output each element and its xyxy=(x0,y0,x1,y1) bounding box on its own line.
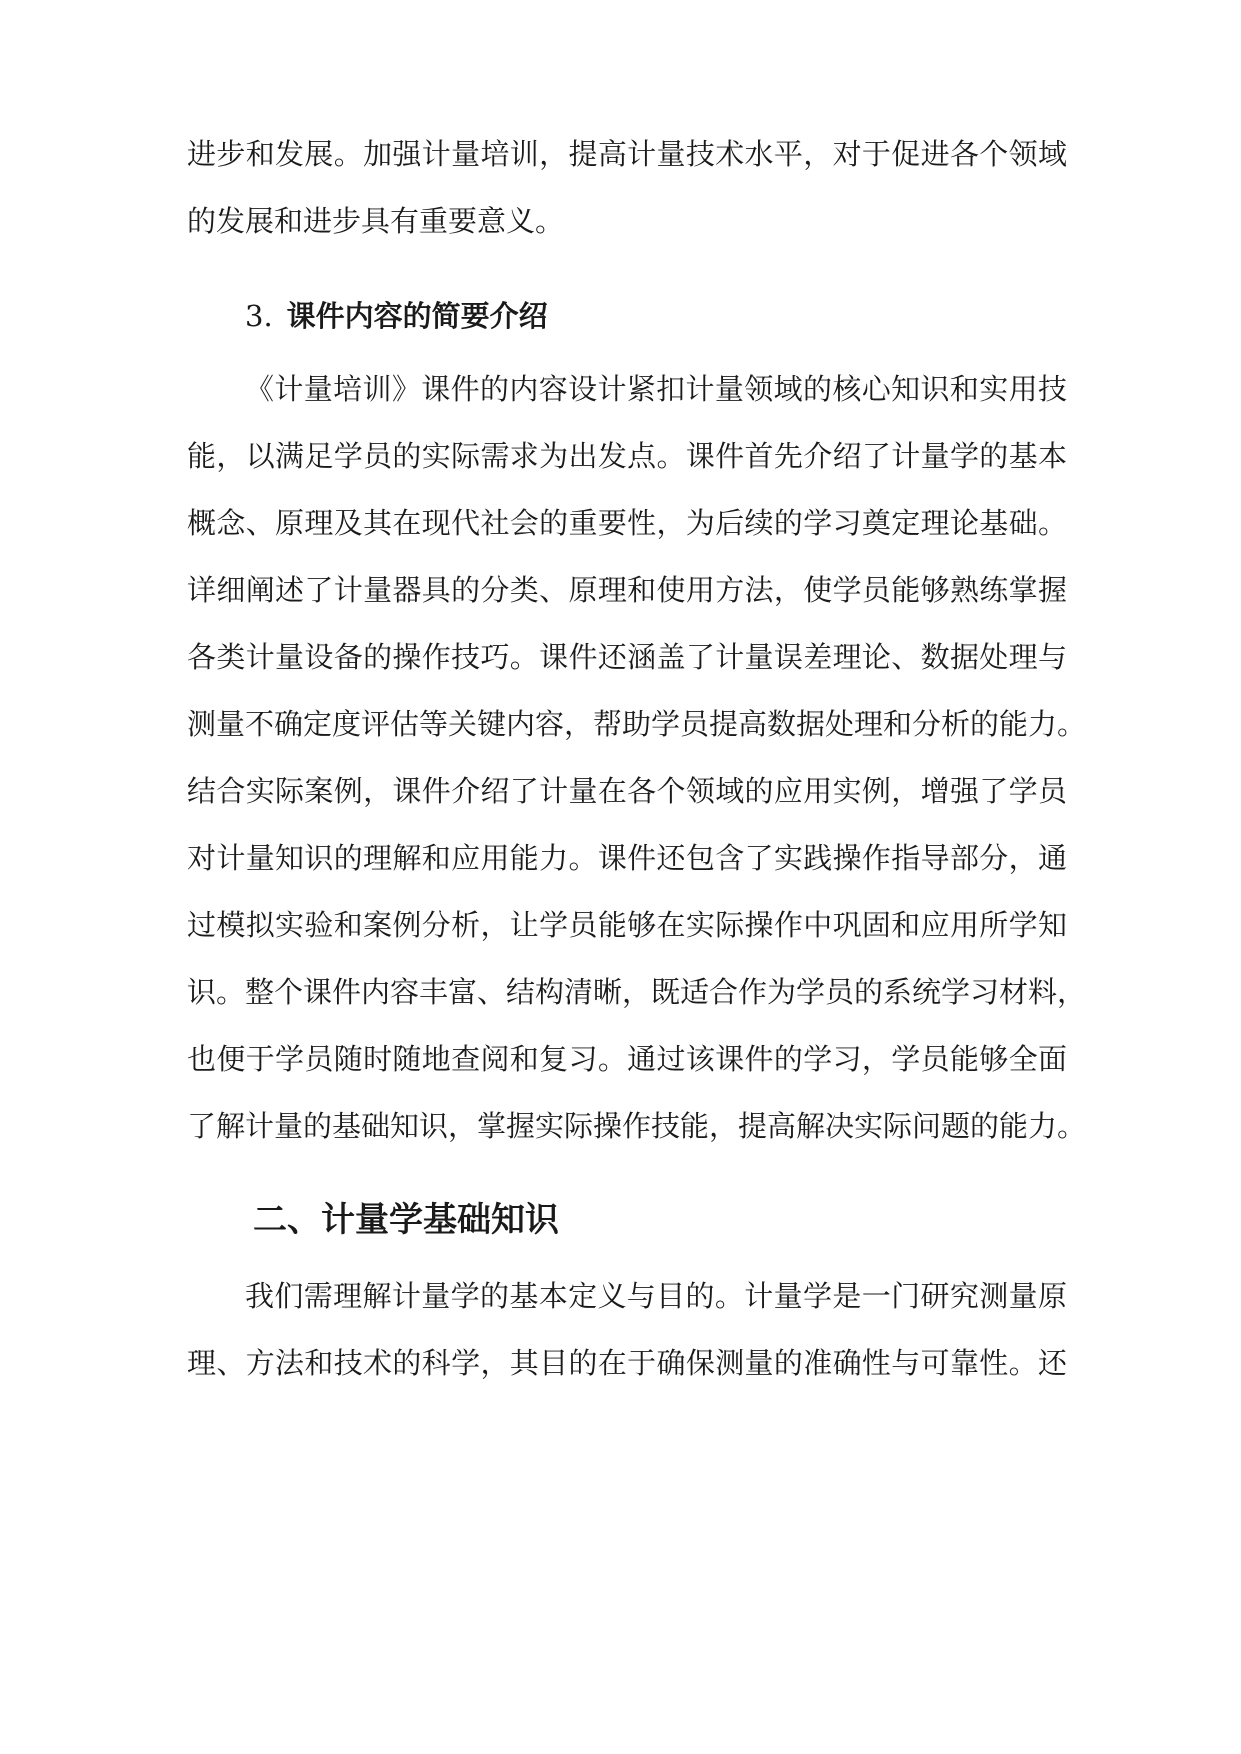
section-3-line-12: 了解计量的基础知识，掌握实际操作技能，提高解决实际问题的能力。 xyxy=(187,1109,1087,1143)
intro-line-1: 进步和发展。加强计量培训，提高计量技术水平，对于促进各个领域 xyxy=(187,137,1067,171)
section-3-line-5: 各类计量设备的操作技巧。课件还涵盖了计量误差理论、数据处理与 xyxy=(187,640,1067,674)
chapter-2-heading: 二、计量学基础知识 xyxy=(253,1200,559,1240)
section-3-line-10: 识。整个课件内容丰富、结构清晰，既适合作为学员的系统学习材料， xyxy=(187,975,1087,1009)
section-3-heading xyxy=(245,296,548,336)
chapter-2-line-2: 理、方法和技术的科学，其目的在于确保测量的准确性与可靠性。还 xyxy=(187,1346,1067,1380)
section-3-number: 3. xyxy=(245,299,273,333)
section-3-line-11: 也便于学员随时随地查阅和复习。通过该课件的学习，学员能够全面 xyxy=(187,1042,1067,1076)
section-3-line-4: 详细阐述了计量器具的分类、原理和使用方法，使学员能够熟练掌握 xyxy=(187,573,1067,607)
section-3-line-6: 测量不确定度评估等关键内容，帮助学员提高数据处理和分析的能力。 xyxy=(187,707,1087,741)
section-3-line-2: 能，以满足学员的实际需求为出发点。课件首先介绍了计量学的基本 xyxy=(187,439,1067,473)
chapter-2-line-1: 我们需理解计量学的基本定义与目的。计量学是一门研究测量原 xyxy=(245,1279,1067,1313)
section-3-line-9: 过模拟实验和案例分析，让学员能够在实际操作中巩固和应用所学知 xyxy=(187,908,1067,942)
section-3-line-7: 结合实际案例，课件介绍了计量在各个领域的应用实例，增强了学员 xyxy=(187,774,1067,808)
intro-line-2: 的发展和进步具有重要意义。 xyxy=(187,204,565,238)
section-3-line-1: 《计量培训》课件的内容设计紧扣计量领域的核心知识和实用技 xyxy=(245,372,1067,406)
section-3-title: 课件内容的简要介绍 xyxy=(286,299,548,333)
section-3-line-3: 概念、原理及其在现代社会的重要性，为后续的学习奠定理论基础。 xyxy=(187,506,1067,540)
section-3-line-8: 对计量知识的理解和应用能力。课件还包含了实践操作指导部分，通 xyxy=(187,841,1067,875)
